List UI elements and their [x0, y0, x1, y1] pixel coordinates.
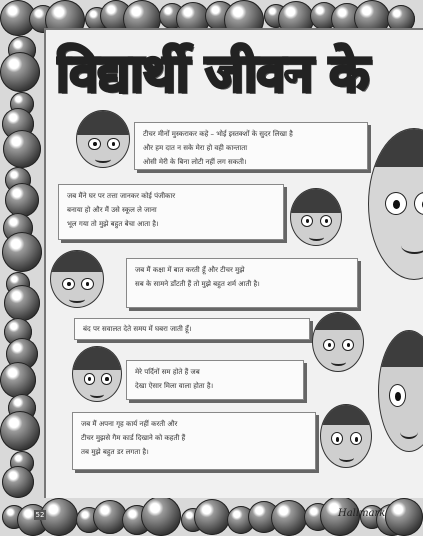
card-1-line-1: टीचर मीनों मुस्कराकर कहे – भोई इस्तक्शों के सुदर लिखा है [143, 130, 293, 138]
border-bubble [0, 362, 36, 398]
brand-logo-text: Hallmark [338, 508, 386, 519]
card-3-line-1: जब मैं कक्षा में बात करती हूँ और टीचर मुझे [135, 266, 245, 274]
worried-boy-face-illustration [312, 312, 364, 372]
card-1-line-3: ओसी मेरी के बिना लोटी नहीं लग सकती। [143, 158, 247, 166]
crying-boy-face-illustration [290, 188, 342, 246]
border-bubble [2, 232, 42, 272]
boy-face-illustration [76, 110, 130, 168]
border-bubble [0, 411, 40, 451]
page-title: विद्यार्थी जीवन के [56, 44, 369, 104]
card-6-line-2: टीचर मुझसे गैम कार्ड दिखाने को कहती हैं [81, 434, 186, 442]
card-1-line-2: और हम दात न सके मेरा हो वही कान्ताता [143, 144, 248, 152]
border-bubble [385, 498, 423, 536]
border-bubble [271, 500, 307, 536]
border-bubble [141, 496, 181, 536]
border-bubble [5, 183, 39, 217]
card-2 [58, 184, 284, 240]
nail-biting-boy-face-illustration [320, 404, 372, 468]
border-bubble [3, 130, 41, 168]
border-bubble [2, 466, 34, 498]
girl-face-illustration [50, 250, 104, 308]
card-6 [72, 412, 316, 470]
card-2-line-1: जब मैंने घर पर तत्ता जानकर कोई पंजीकार [67, 192, 176, 200]
card-2-line-2: बनाया हो और मैं उसे स्कूल ले जाना [67, 206, 157, 214]
card-6-line-3: तब मुझे बहुत डर लगता है। [81, 448, 149, 456]
border-bubble [0, 52, 40, 92]
card-5-line-1: मेरे पर्दिनों सम होते हैं जब [135, 368, 200, 376]
card-4 [74, 318, 310, 340]
card-2-line-3: भूल गया तो मुझे बहुत बेचा आता है। [67, 220, 159, 228]
border-bubble [194, 499, 230, 535]
card-3-line-2: सब के सामने डाँटती हैं तो मुझे बहुत शर्म आती है। [135, 280, 260, 288]
card-1 [134, 122, 368, 170]
card-3 [126, 258, 358, 308]
card-6-line-1: जब मैं अपना गृह कार्य नहीं करती और [81, 420, 178, 428]
sad-boy-face-illustration [72, 346, 122, 402]
card-4-line-1: बंद पर सवालत देते समय में घबरा जाती हूँ। [83, 325, 192, 333]
card-5-line-2: देखा ऐसार मिला वाला होता है। [135, 382, 214, 390]
card-5 [126, 360, 304, 400]
border-bubble [4, 285, 40, 321]
page-number: 52 [35, 511, 45, 519]
